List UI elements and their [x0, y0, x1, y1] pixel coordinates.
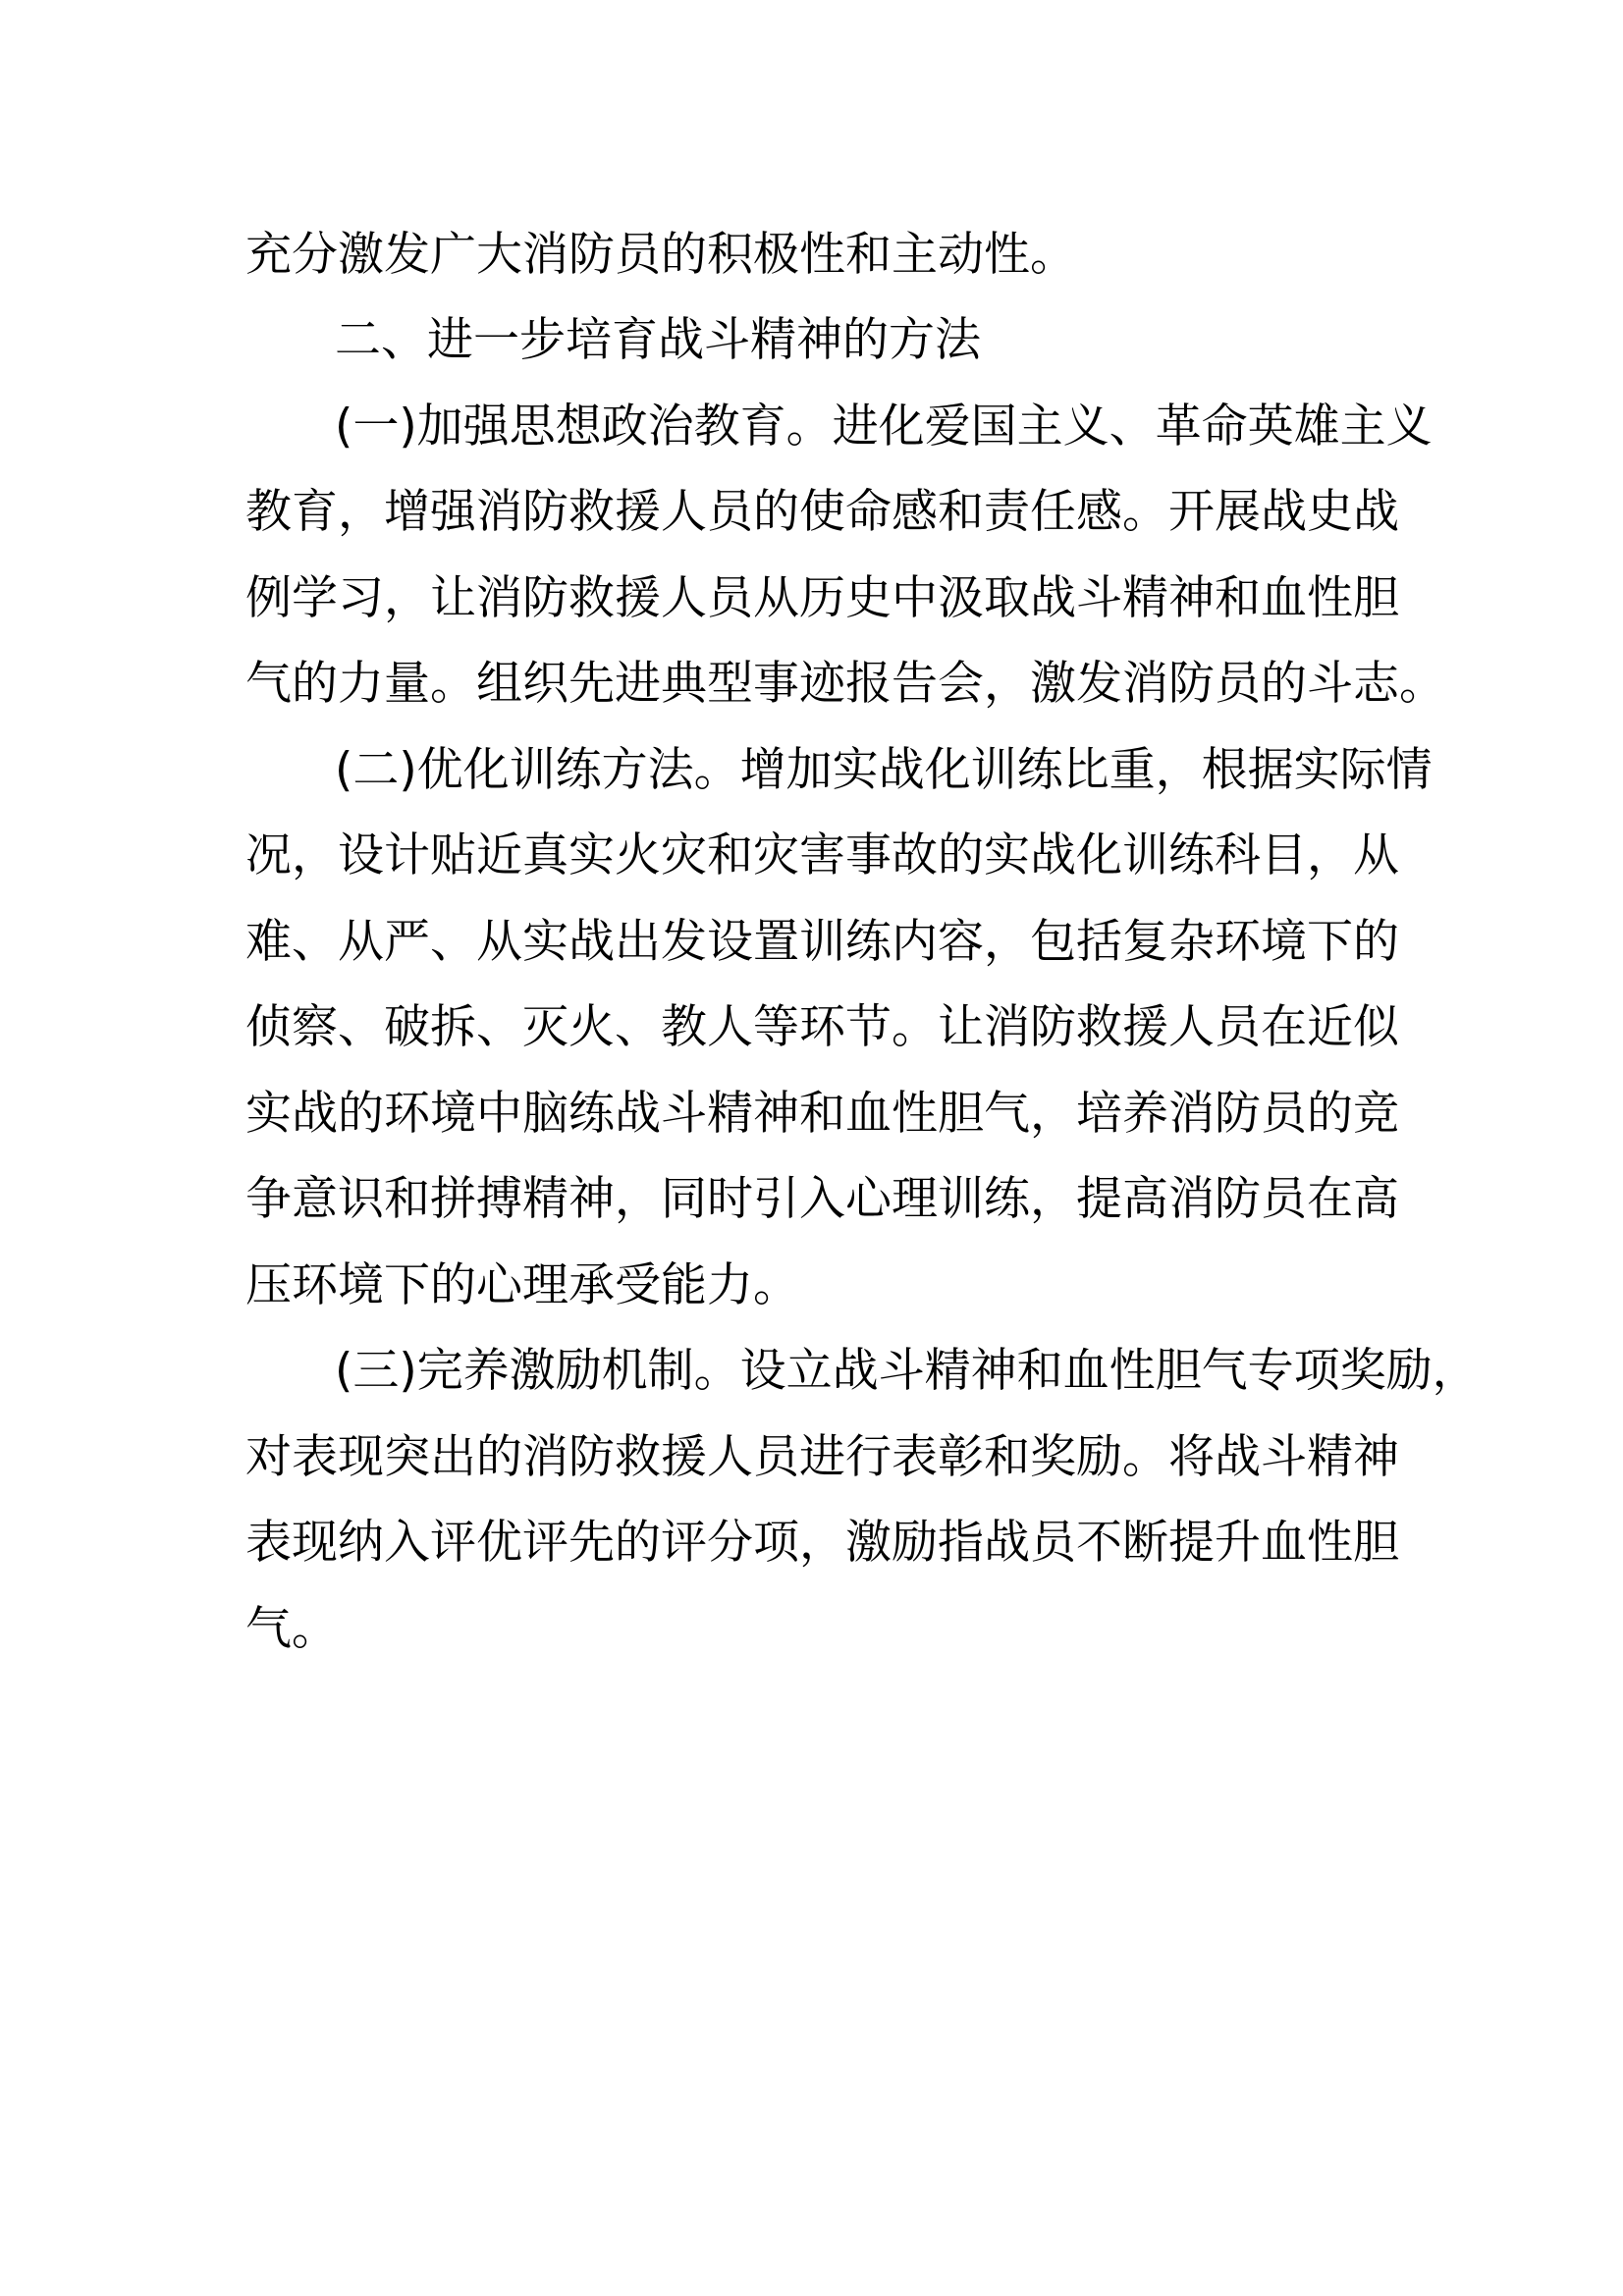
section-heading: 二、进一步培育战斗精神的方法: [335, 313, 981, 367]
paragraph-line: 教育，增强消防救援人员的使命感和责任感。开展战史战: [245, 485, 1399, 539]
paragraph-line: 对表现突出的消防救援人员进行表彰和奖励。将战斗精神: [245, 1430, 1399, 1484]
paragraph-line: 例学习，让消防救援人员从历史中汲取战斗精神和血性胆: [245, 571, 1399, 625]
paragraph-line: 侦察、破拆、灭火、教人等环节。让消防救援人员在近似: [245, 1000, 1399, 1054]
paragraph-line: 难、从严、从实战出发设置训练内容，包括复杂环境下的: [245, 915, 1399, 969]
paragraph-line: (二)优化训练方法。增加实战化训练比重，根据实际情: [335, 743, 1433, 797]
paragraph-line: 压环境下的心理承受能力。: [245, 1258, 799, 1312]
paragraph-line: 争意识和拼搏精神，同时引入心理训练，提高消防员在高: [245, 1172, 1399, 1226]
paragraph-line: 气。: [245, 1602, 338, 1656]
paragraph-line: 实战的环境中脑练战斗精神和血性胆气，培养消防员的竞: [245, 1087, 1399, 1141]
paragraph-line: 气的力量。组织先进典型事迹报告会，激发消防员的斗志。: [245, 657, 1445, 711]
paragraph-line: 充分激发广大消防员的积极性和主动性。: [245, 228, 1076, 282]
paragraph-line: (三)完养激励机制。设立战斗精神和血性胆气专项奖励，: [335, 1344, 1479, 1398]
paragraph-line: 表现纳入评优评先的评分项，激励指战员不断提升血性胆: [245, 1516, 1399, 1570]
paragraph-line: 况，设计贴近真实火灾和灾害事故的实战化训练科目，从: [245, 828, 1399, 882]
paragraph-line: (一)加强思想政治教育。进化爱国主义、革命英雄主义: [335, 400, 1433, 454]
